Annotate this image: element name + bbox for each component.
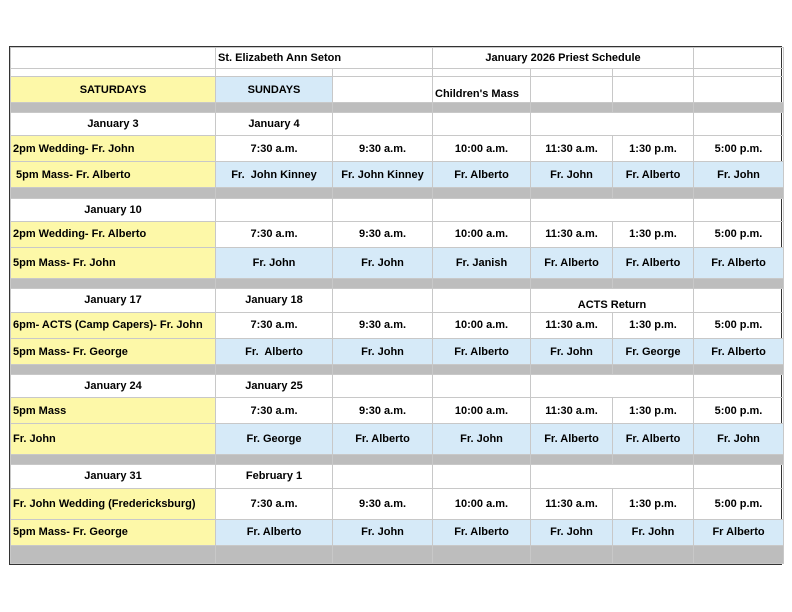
- priest-cell: Fr. Alberto: [694, 339, 784, 365]
- mass-time: 1:30 p.m.: [613, 312, 694, 338]
- priest-row: [11, 339, 784, 365]
- schedule-table: [10, 47, 784, 564]
- parish-name: St. Elizabeth Ann Seton: [216, 48, 433, 69]
- mass-time: 9:30 a.m.: [333, 312, 433, 338]
- priest-cell: Fr. John Kinney: [333, 162, 433, 188]
- priest-cell: Fr. Alberto: [433, 339, 531, 365]
- saturday-date: January 24: [11, 375, 216, 398]
- priest-cell: Fr. John: [613, 519, 694, 545]
- mass-time-row: [11, 221, 784, 247]
- mass-time-row: [11, 398, 784, 424]
- mass-time: 9:30 a.m.: [333, 136, 433, 162]
- week-date-row: [11, 288, 784, 312]
- mass-time: 11:30 a.m.: [531, 488, 613, 519]
- mass-time: 11:30 a.m.: [531, 221, 613, 247]
- mass-time: 5:00 p.m.: [694, 398, 784, 424]
- priest-cell: Fr. John: [531, 339, 613, 365]
- week-note: [531, 465, 694, 488]
- mass-time-row: [11, 136, 784, 162]
- priest-cell: Fr. John: [433, 424, 531, 455]
- sundays-header: SUNDAYS: [216, 77, 333, 103]
- priest-cell: Fr. Alberto: [433, 162, 531, 188]
- saturday-event: 5pm Mass- Fr. George: [11, 519, 216, 545]
- priest-cell: Fr. George: [216, 424, 333, 455]
- priest-cell: Fr. Alberto: [694, 247, 784, 278]
- mass-time: 10:00 a.m.: [433, 488, 531, 519]
- priest-cell: Fr. Alberto: [433, 519, 531, 545]
- mass-time: 5:00 p.m.: [694, 136, 784, 162]
- week-note: [531, 375, 694, 398]
- priest-row: [11, 247, 784, 278]
- mass-time: 11:30 a.m.: [531, 398, 613, 424]
- mass-time-row: [11, 312, 784, 338]
- saturday-event: 2pm Wedding- Fr. John: [11, 136, 216, 162]
- saturday-event: 5pm Mass- Fr. George: [11, 339, 216, 365]
- schedule-sheet: [9, 46, 782, 565]
- mass-time: 5:00 p.m.: [694, 488, 784, 519]
- mass-time: 1:30 p.m.: [613, 488, 694, 519]
- week-date-row: [11, 198, 784, 221]
- mass-time: 7:30 a.m.: [216, 398, 333, 424]
- mass-time: 5:00 p.m.: [694, 221, 784, 247]
- mass-time: 7:30 a.m.: [216, 136, 333, 162]
- week-date-row: [11, 465, 784, 488]
- week-note: [531, 198, 694, 221]
- priest-cell: Fr. John: [333, 519, 433, 545]
- priest-cell: Fr. Alberto: [531, 247, 613, 278]
- saturday-event: 2pm Wedding- Fr. Alberto: [11, 221, 216, 247]
- priest-cell: Fr. John: [694, 424, 784, 455]
- priest-cell: Fr. Janish: [433, 247, 531, 278]
- saturday-event: 6pm- ACTS (Camp Capers)- Fr. John: [11, 312, 216, 338]
- sunday-date: January 18: [216, 288, 333, 312]
- mass-time: 9:30 a.m.: [333, 488, 433, 519]
- priest-cell: Fr. Alberto: [216, 519, 333, 545]
- priest-row: [11, 424, 784, 455]
- page-title: January 2026 Priest Schedule: [433, 48, 694, 69]
- sunday-date: February 1: [216, 465, 333, 488]
- priest-cell: Fr. John: [531, 519, 613, 545]
- priest-cell: Fr. George: [613, 339, 694, 365]
- saturday-date: January 31: [11, 465, 216, 488]
- priest-cell: Fr. John Kinney: [216, 162, 333, 188]
- mass-time: 9:30 a.m.: [333, 398, 433, 424]
- priest-cell: Fr. John: [694, 162, 784, 188]
- sunday-date: January 25: [216, 375, 333, 398]
- saturday-date: January 10: [11, 198, 216, 221]
- priest-cell: Fr Alberto: [694, 519, 784, 545]
- saturday-date: January 17: [11, 288, 216, 312]
- mass-time: 7:30 a.m.: [216, 488, 333, 519]
- saturday-event: Fr. John Wedding (Fredericksburg): [11, 488, 216, 519]
- priest-cell: Fr. Alberto: [216, 339, 333, 365]
- saturdays-header: SATURDAYS: [11, 77, 216, 103]
- mass-time: 1:30 p.m.: [613, 398, 694, 424]
- mass-time: 7:30 a.m.: [216, 221, 333, 247]
- priest-cell: Fr. Alberto: [613, 424, 694, 455]
- saturday-event: 5pm Mass- Fr. Alberto: [11, 162, 216, 188]
- priest-cell: Fr. John: [531, 162, 613, 188]
- week-note: [531, 113, 694, 136]
- mass-time: 10:00 a.m.: [433, 221, 531, 247]
- mass-time: 11:30 a.m.: [531, 136, 613, 162]
- priest-cell: Fr. John: [333, 247, 433, 278]
- saturday-event: 5pm Mass: [11, 398, 216, 424]
- sunday-date: [216, 198, 333, 221]
- priest-row: [11, 162, 784, 188]
- mass-time: 10:00 a.m.: [433, 136, 531, 162]
- mass-time: 10:00 a.m.: [433, 312, 531, 338]
- week-date-row: [11, 113, 784, 136]
- priest-row: [11, 519, 784, 545]
- saturday-event: Fr. John: [11, 424, 216, 455]
- saturday-date: January 3: [11, 113, 216, 136]
- mass-time-row: [11, 488, 784, 519]
- priest-cell: Fr. Alberto: [613, 162, 694, 188]
- mass-time: 11:30 a.m.: [531, 312, 613, 338]
- week-date-row: [11, 375, 784, 398]
- mass-time: 7:30 a.m.: [216, 312, 333, 338]
- mass-time: 1:30 p.m.: [613, 136, 694, 162]
- mass-time: 1:30 p.m.: [613, 221, 694, 247]
- priest-cell: Fr. Alberto: [613, 247, 694, 278]
- mass-time: 9:30 a.m.: [333, 221, 433, 247]
- priest-cell: Fr. Alberto: [333, 424, 433, 455]
- priest-cell: Fr. John: [333, 339, 433, 365]
- week-note: ACTS Return: [531, 288, 694, 312]
- priest-cell: Fr. John: [216, 247, 333, 278]
- priest-cell: Fr. Alberto: [531, 424, 613, 455]
- sunday-date: January 4: [216, 113, 333, 136]
- mass-time: 5:00 p.m.: [694, 312, 784, 338]
- childrens-mass-header: Children's Mass: [433, 77, 531, 103]
- saturday-event: 5pm Mass- Fr. John: [11, 247, 216, 278]
- mass-time: 10:00 a.m.: [433, 398, 531, 424]
